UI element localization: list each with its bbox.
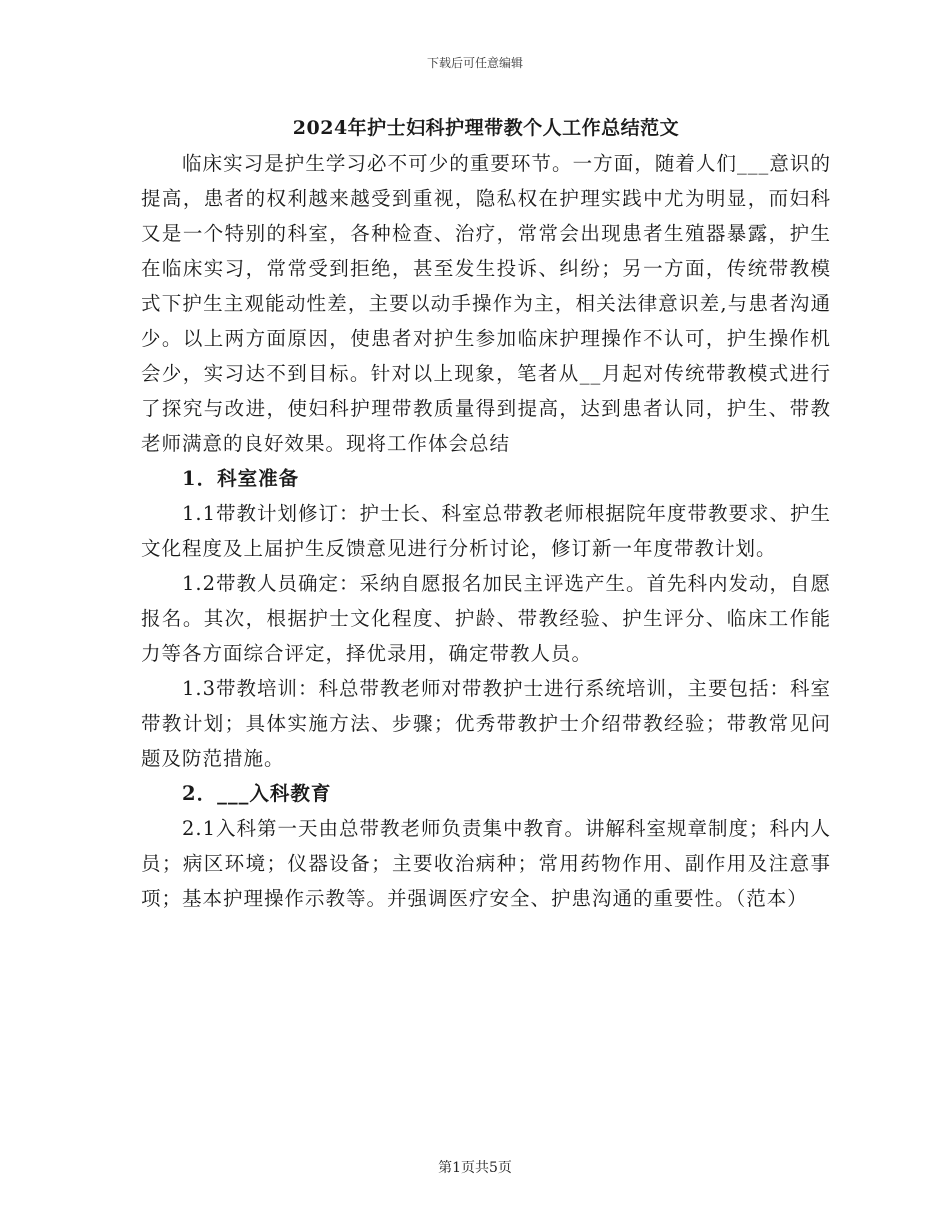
page-footer: 第1页共5页	[438, 1160, 512, 1176]
section-heading-1: 1．科室准备	[182, 467, 300, 490]
paragraph-1-2: 1.2带教人员确定：采纳自愿报名加民主评选产生。首先科内发动，自愿报名。其次，根据护士文化程度、护龄、带教经验、护生评分、临床工作能力等各方面综合评定，择优录用，确定带教人员。	[141, 572, 832, 665]
paragraph-1-3: 1.3带教培训：科总带教老师对带教护士进行系统培训，主要包括：科室带教计划；具体实施方法、步骤；优秀带教护士介绍带教经验；带教常见问题及防范措施。	[141, 677, 832, 770]
intro-paragraph: 临床实习是护生学习必不可少的重要环节。一方面，随着人们___意识的提高，患者的权利越来越受到重视，隐私权在护理实践中尤为明显，而妇科又是一个特别的科室，各种检查、治疗，常常会出现患者生殖器暴露，护生在临床实习，常常受到拒绝，甚至发生投诉、纠纷；另一方面，传统带教模式下护生主观能动性差，主要以动手操作为主，相关法律意识差,与患者沟通少。以上两方面原因，使患者对护生参加临床护理操作不认可，护生操作机会少，实习达不到目标。针对以上现象，笔者从__月起对传统带教模式进行了探究与改进，使妇科护理带教质量得到提高，达到患者认同，护生、带教老师满意的良好效果。现将工作体会总结	[141, 152, 831, 455]
paragraph-1-1: 1.1带教计划修订：护士长、科室总带教老师根据院年度带教要求、护生文化程度及上届护生反馈意见进行分析讨论，修订新一年度带教计划。	[141, 502, 832, 560]
document-title: 2024年护士妇科护理带教个人工作总结范文	[292, 117, 680, 139]
document-body	[141, 112, 831, 916]
section-heading-2: 2．___入科教育	[182, 782, 332, 805]
paragraph-2-1: 2.1入科第一天由总带教老师负责集中教育。讲解科室规章制度；科内人员；病区环境；仪器设备；主要收治病种；常用药物作用、副作用及注意事项；基本护理操作示教等。并强调医疗安全、护患沟通的重要性。（范本）	[141, 817, 832, 910]
page-header: 下载后可任意编辑	[426, 56, 523, 70]
